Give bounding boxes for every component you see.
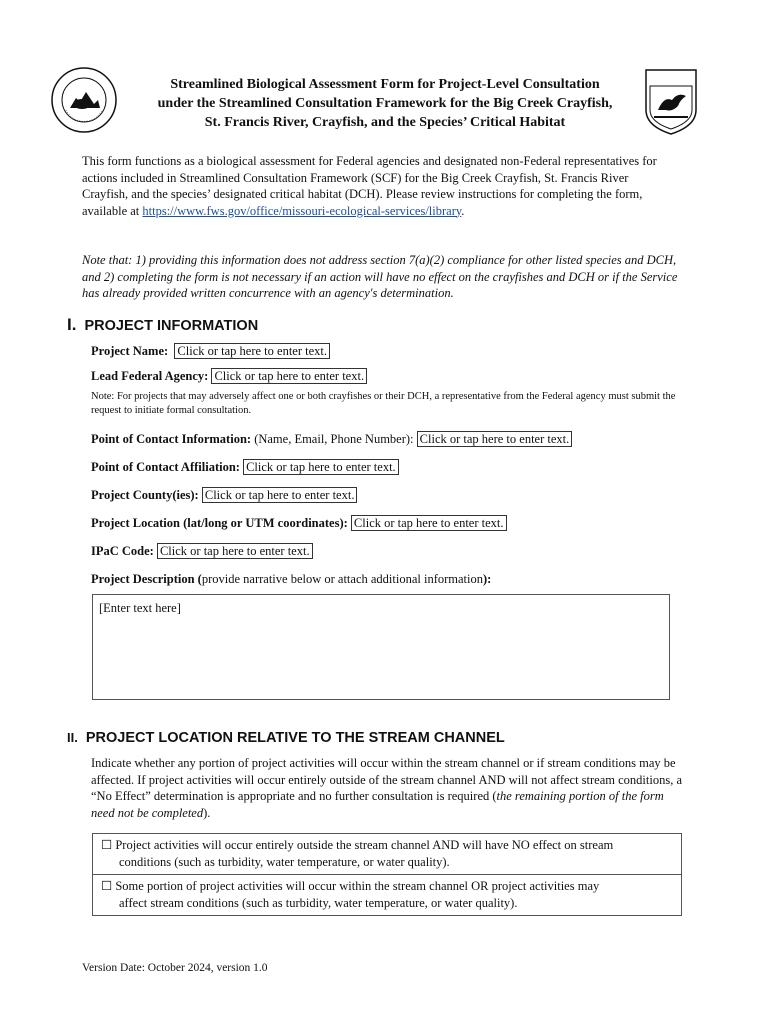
location-field[interactable]: Click or tap here to enter text. xyxy=(351,515,507,531)
lead-agency-row: Lead Federal Agency: Click or tap here to enter text. xyxy=(91,368,367,384)
poc-row: Point of Contact Information: (Name, Email, Phone Number): Click or tap here to enter text. xyxy=(91,431,572,447)
agency-note: Note: For projects that may adversely affect one or both crayfishes or their DCH, a representative from the Federal agency must submit the request to initiate formal consultation. xyxy=(91,391,676,416)
description-label-row: Project Description (provide narrative below or attach additional information): xyxy=(91,572,492,586)
affiliation-row: Point of Contact Affiliation: Click or tap here to enter text. xyxy=(91,459,399,475)
ipac-field[interactable]: Click or tap here to enter text. xyxy=(157,543,313,559)
county-field[interactable]: Click or tap here to enter text. xyxy=(202,487,358,503)
checkbox-icon[interactable]: ☐ xyxy=(101,838,113,852)
location-row: Project Location (lat/long or UTM coordinates): Click or tap here to enter text. xyxy=(91,515,507,531)
ipac-row: IPaC Code: Click or tap here to enter text. xyxy=(91,543,313,559)
form-title: Streamlined Biological Assessment Form for Project-Level Consultation under the Streamlined Consultation Framework for the Big Creek Crayfish, St. Francis River, Crayfish, and the Species’ Critical Habitat xyxy=(157,77,613,130)
section-2-body: Indicate whether any portion of project activities will occur within the stream channel or if stream conditions may be affected. If project activities will occur entirely outside of the stream channel AND will not affect stream conditions, a “No Effect” determination is appropriate and no further consultation is required (the remaining portion of the form need not be completed). xyxy=(91,756,683,820)
county-row: Project County(ies): Click or tap here to enter text. xyxy=(91,487,357,503)
version-footer: Version Date: October 2024, version 1.0 xyxy=(82,962,268,974)
project-name-row: Project Name: Click or tap here to enter text. xyxy=(91,343,330,359)
usfws-shield-logo xyxy=(642,66,700,136)
section-2-heading: II. PROJECT LOCATION RELATIVE TO THE STREAM CHANNEL xyxy=(67,730,505,746)
determination-options xyxy=(92,833,682,916)
section-1-heading: I. PROJECT INFORMATION xyxy=(67,315,259,334)
no-effect-option[interactable]: ☐ Project activities will occur entirely outside the stream channel AND will have NO effect on stream conditions (such as turbidity, water temperature, or water quality). xyxy=(101,838,614,869)
library-link[interactable]: https://www.fws.gov/office/missouri-ecological-services/library xyxy=(142,203,462,218)
description-textarea[interactable] xyxy=(92,594,670,700)
scope-note: Note that: 1) providing this information does not address section 7(a)(2) compliance for other listed species and DCH, and 2) completing the form is not necessary if an action will have no effect on the crayfishes and DCH or if the Service has already provided written concurrence with an agency's determination. xyxy=(82,253,678,300)
lead-agency-field[interactable]: Click or tap here to enter text. xyxy=(211,368,367,384)
affiliation-field[interactable]: Click or tap here to enter text. xyxy=(243,459,399,475)
poc-field[interactable]: Click or tap here to enter text. xyxy=(417,431,573,447)
project-name-field[interactable]: Click or tap here to enter text. xyxy=(174,343,330,359)
description-placeholder: [Enter text here] xyxy=(99,601,181,615)
intro-paragraph: This form functions as a biological assessment for Federal agencies and designated non-Federal representatives for actions included in Streamlined Consultation Framework (SCF) for the Big Creek Crayfish, St. Francis River Crayfish, and the species’ designated critical habitat (DCH). Please review instructions for completing the form, available at https://www.fws.gov/office/missouri-ecological-services/library. xyxy=(82,154,657,218)
doi-seal-logo xyxy=(50,66,118,134)
may-affect-option[interactable]: ☐ Some portion of project activities will occur within the stream channel OR project activities may affect stream conditions (such as turbidity, water temperature, or water quality). xyxy=(93,874,681,915)
checkbox-icon[interactable]: ☐ xyxy=(101,879,113,893)
